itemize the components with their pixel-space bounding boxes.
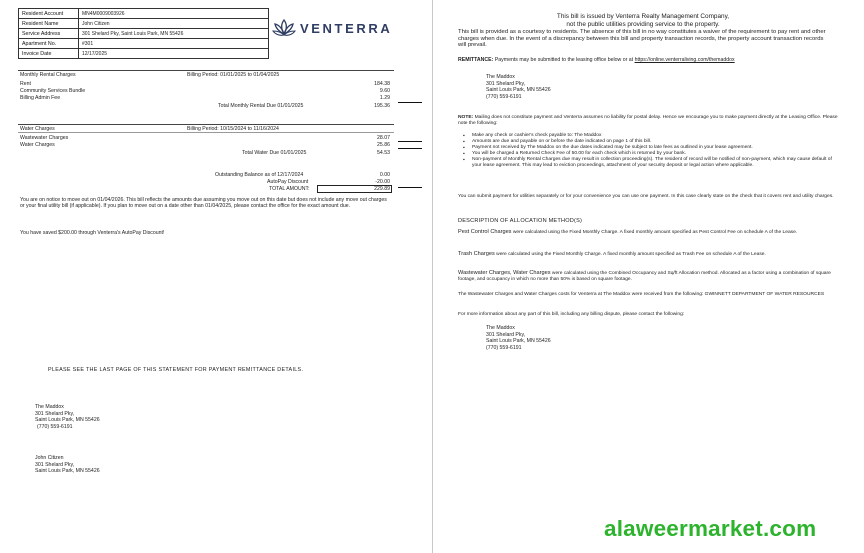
recipient-address	[35, 455, 100, 475]
list-item: ▪ Amounts are due and payable on or before the date indicated on page 1 of this bill.	[458, 139, 836, 145]
list-item: ▪ You will be charged a Returned Check Fee of 50.00 for each check which is returned by your bank.	[458, 151, 836, 157]
courtesy-intro: This bill is provided as a courtesy to residents. The absence of this bill in no way constitutes a waiver of the requirement to pay rent and other charges when due. In the event of a discrepancy between this bill and property transaction records, the property account transaction records will prevail.	[458, 29, 826, 49]
community-bundle-amount: 9.60	[379, 88, 390, 94]
trash-label: Trash Charges	[458, 251, 495, 257]
water-charges-label: Water Charges	[20, 142, 55, 148]
apartment-label: Apartment No.	[19, 39, 79, 49]
address-line: The Maddox	[486, 325, 515, 331]
invoice-date-value: 12/17/2025	[79, 49, 269, 59]
more-info-note: For more information about any part of this bill, including any billing dispute, please contact the following:	[458, 312, 685, 317]
water-total-label: Total Water Due 01/01/2025	[242, 150, 307, 156]
service-address-value: 301 Shelard Pky, Saint Louis Park, MN 55426	[79, 29, 269, 39]
watermark-text: alaweermarket.com	[604, 516, 817, 541]
note-text: Mailing does not constitute payment and Venterra assumes no liability for postal delay. Hence we encourage you to make payment directly at the Leasing Office. Please note the following:	[458, 115, 838, 127]
payment-portal-link[interactable]: https://online.venterraliving.com/themaddox	[634, 57, 735, 63]
address-line: Saint Louis Park, MN 55426	[486, 87, 551, 94]
water-section-title: Water Charges	[20, 126, 55, 132]
pest-control-label: Pest Control Charges	[458, 229, 512, 235]
lotus-logo-icon	[272, 18, 296, 38]
table-row	[19, 19, 269, 29]
list-item: ▪ Non-payment of Monthly Rental Charges due may result in collection proceeding(s). The resident of record will be notified of non-payment, which may cause default of your lease agreement. This may lead to eviction proceedings, attachment of your security deposit or legal action where applicable.	[458, 157, 836, 169]
divider	[18, 132, 394, 133]
autopay-savings-message: You have saved $200.00 through Venterra's AutoPay Discount!	[20, 230, 165, 236]
community-bundle-label: Community Services Bundle	[20, 88, 86, 94]
address-line: 301 Shelard Pky,	[486, 331, 526, 338]
rent-section-title: Monthly Rental Charges	[20, 72, 76, 78]
address-line: 301 Shelard Pky,	[486, 80, 526, 87]
apartment-value: #301	[79, 39, 269, 49]
total-amount-label: TOTAL AMOUNT:	[269, 186, 310, 192]
sender-address	[35, 404, 100, 430]
allocation-heading: DESCRIPTION OF ALLOCATION METHOD(S)	[458, 218, 583, 224]
resident-info-table	[18, 8, 269, 59]
rent-item-amount: 184.38	[374, 81, 390, 87]
payment-rules-list	[458, 133, 836, 170]
autopay-label: AutoPay Discount	[267, 179, 309, 185]
trash-text: were calculated using the Fixed Monthly Charge. A fixed monthly amount specified as Trash Fee on schedule A of the Lease.	[496, 252, 766, 257]
issuer-line-2: not the public utilities providing service to the property.	[566, 21, 720, 28]
margin-mark	[398, 148, 422, 149]
resident-name-value: John Citizen	[79, 19, 269, 29]
remittance-line	[458, 57, 838, 63]
move-out-notice: You are on notice to move out on 01/04/2026. This bill reflects the amounts due assuming you move out on this date but does not include any move out charges or your final utility bill (if applicable). If you plan to move out on a date other than 01/04/2025, please contact the office for the exact amount due.	[20, 197, 387, 210]
outstanding-label: Outstanding Balance as of 12/17/2024	[215, 172, 304, 178]
venterra-logo	[272, 18, 392, 38]
pest-control-text: were calculated using the Fixed Monthly Charge. A fixed monthly amount specified as Pest Control Fee on schedule A of the Lease.	[512, 230, 798, 235]
pest-control-description	[458, 229, 838, 236]
address-line: 301 Shelard Pky,	[35, 410, 75, 417]
table-row	[19, 39, 269, 49]
margin-mark	[398, 187, 422, 188]
address-line: Saint Louis Park, MN 55426	[35, 468, 100, 475]
address-line: 301 Shelard Pky,	[35, 461, 75, 468]
water-billing-period: Billing Period: 10/15/2024 to 11/16/2024	[187, 126, 279, 132]
admin-fee-amount: 1.29	[379, 95, 390, 101]
rent-total-amount: 195.36	[374, 103, 390, 109]
address-line: John Citizen	[35, 455, 64, 461]
issuer-line-1: This bill is issued by Venterra Realty Management Company,	[556, 13, 730, 20]
resident-account-label: Resident Account	[19, 9, 79, 19]
remittance-text: Payments may be submitted to the leasing office below or at	[494, 57, 634, 63]
separate-payment-note: You can submit payment for utilities separately or for your convenience you can use one payment. In this case clearly state on the check that it covers rent and utility charges.	[458, 194, 834, 199]
admin-fee-label: Billing Admin Fee	[20, 95, 61, 101]
address-line: (770) 559-6191	[486, 93, 522, 100]
rent-billing-period: Billing Period: 01/01/2025 to 01/04/2025	[187, 72, 280, 78]
rent-total-label: Total Monthly Rental Due 01/01/2025	[218, 103, 304, 109]
wastewater-label: Wastewater Charges	[20, 135, 69, 141]
list-item: ▪ Make any check or cashier's check payable to: The Maddox	[458, 133, 836, 139]
wastewater-amount: 28.07	[377, 135, 390, 141]
water-allocation-description	[458, 270, 838, 283]
margin-mark	[398, 141, 422, 142]
divider	[18, 70, 394, 71]
water-allocation-text: were calculated using the Combined Occupancy and Sq/ft Allocation method. Allocated as a factor using a combination of square footage, and occupancy in which no more than 50% is based on square footage.	[458, 271, 831, 283]
divider	[18, 124, 394, 125]
resident-name-label: Resident Name	[19, 19, 79, 29]
rent-item-label: Rent	[20, 81, 31, 87]
invoice-date-label: Invoice Date	[19, 49, 79, 59]
remittance-label: REMITTANCE:	[458, 57, 494, 63]
resident-account-value: MN4M0009003926	[79, 9, 269, 19]
address-line: The Maddox	[486, 74, 515, 80]
address-line: Saint Louis Park, MN 55426	[35, 417, 100, 424]
service-address-label: Service Address	[19, 29, 79, 39]
note-label: NOTE:	[458, 115, 474, 120]
table-row	[19, 49, 269, 59]
table-row	[19, 29, 269, 39]
table-row	[19, 9, 269, 19]
trash-description	[458, 251, 838, 258]
contact-address	[486, 325, 551, 351]
water-allocation-label: Wastewater Charges, Water Charges	[458, 270, 551, 276]
address-line: The Maddox	[35, 404, 64, 410]
logo-text: VENTERRA	[300, 20, 393, 36]
payment-note	[458, 115, 838, 127]
office-address	[486, 74, 551, 100]
list-item: ▪ Payment not received by The Maddox on the due dates indicated may be subject to late fees as outlined in your lease agreement.	[458, 145, 836, 151]
water-total-amount: 54.53	[377, 150, 390, 156]
water-cost-source: The Wastewater Charges and Water Charges costs for Venterra at The Maddox were received from the following: GWINNETT DEPARTMENT OF WATER RESOURCES	[458, 292, 825, 297]
address-line: (770) 559-6191	[37, 423, 73, 430]
statement-page-2	[433, 0, 864, 553]
autopay-amount: -20.00	[375, 179, 390, 185]
water-charges-amount: 25.86	[377, 142, 390, 148]
remittance-notice: PLEASE SEE THE LAST PAGE OF THIS STATEMENT FOR PAYMENT REMITTANCE DETAILS.	[48, 367, 304, 373]
address-line: (770) 559-6191	[486, 344, 522, 351]
address-line: Saint Louis Park, MN 55426	[486, 338, 551, 345]
total-amount-value: 229.89	[374, 186, 390, 192]
outstanding-amount: 0.00	[379, 172, 390, 178]
margin-mark	[398, 102, 422, 103]
